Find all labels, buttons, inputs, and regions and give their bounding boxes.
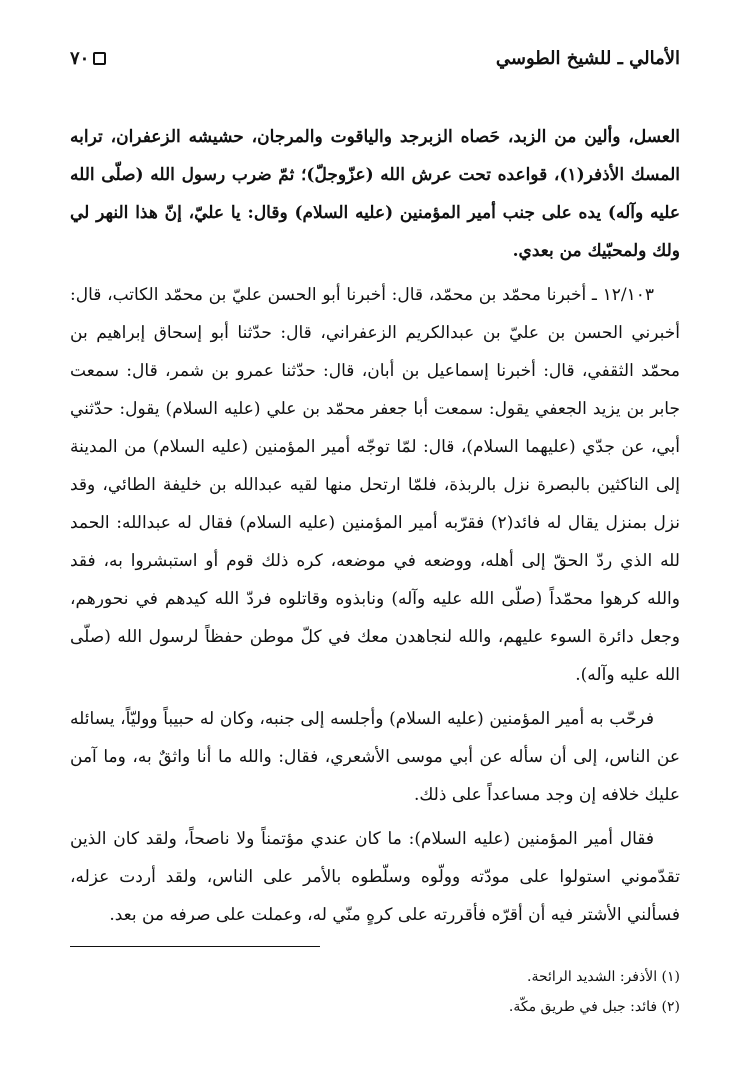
paragraph-4: فقال أمير المؤمنين (عليه السلام): ما كان عندي مؤتمناً ولا ناصحاً، ولقد كان الذين تقدّموني استولوا على مودّته وولّوه وسلّطوه بالأمر على الناس، ولقد أردت عزله، فسألني الأشتر فيه أن أقرّه فأقررته على كرهٍ منّي له، وعملت على صرفه من بعد.	[70, 829, 680, 925]
page-number: ٧٠	[70, 48, 90, 69]
page-number-group	[70, 48, 106, 69]
square-box-icon	[93, 52, 106, 65]
footnote-2: (٢) فائد: جبل في طريق مكّة.	[508, 999, 680, 1015]
running-title: الأمالي ـ للشيخ الطوسي	[495, 48, 680, 69]
body-text	[70, 118, 680, 940]
page-header	[70, 48, 680, 78]
footnote-1: (١) الأذفر: الشديد الرائحة.	[527, 969, 680, 985]
paragraph-1: العسل، وألين من الزبد، حَصاه الزبرجد والياقوت والمرجان، حشيشه الزعفران، ترابه المسك الأذفر(١)، قواعده تحت عرش الله (عزّوجلّ)؛ ثمّ ضرب رسول الله (صلّى الله عليه وآله) يده على جنب أمير المؤمنين (عليه السلام) وقال: يا عليّ، إنّ هذا النهر لي ولك ولمحبّيك من بعدي.	[70, 127, 680, 261]
footnote-separator	[70, 946, 320, 947]
paragraph-3: فرحّب به أمير المؤمنين (عليه السلام) وأجلسه إلى جنبه، وكان له حبيباً ووليّاً، يسائله عن الناس، إلى أن سأله عن أبي موسى الأشعري، فقال: والله ما أنا واثقٌ به، وما آمن عليك خلافه إن وجد مساعداً على ذلك.	[70, 709, 680, 805]
footnotes	[70, 962, 680, 1022]
paragraph-2: ١٢/١٠٣ ـ أخبرنا محمّد بن محمّد، قال: أخبرنا أبو الحسن عليّ بن محمّد الكاتب، قال: أخبرني الحسن بن عليّ بن عبدالكريم الزعفراني، قال: حدّثنا أبو إسحاق إبراهيم بن محمّد الثقفي، قال: أخبرنا إسماعيل بن أبان، قال: حدّثنا عمرو بن شمر، قال: سمعت جابر بن يزيد الجعفي يقول: سمعت أبا جعفر محمّد بن علي (عليه السلام) يقول: حدّثني أبي، عن جدّي (عليهما السلام)، قال: لمّا توجّه أمير المؤمنين (عليه السلام) من المدينة إلى الناكثين بالبصرة نزل بالربذة، فلمّا ارتحل منها لقيه عبدالله بن خليفة الطائي، وقد نزل بمنزل يقال له فائد(٢) فقرّبه أمير المؤمنين (عليه السلام) فقال له عبدالله: الحمد لله الذي ردّ الحقّ إلى أهله، ووضعه في موضعه، كره ذلك قوم أو استبشروا به، فقد والله كرهوا محمّداً (صلّى الله عليه وآله) ونابذوه وقاتلوه فردّ الله كيدهم في نحورهم، وجعل دائرة السوء عليهم، والله لنجاهدن معك في كلّ موطن حفظاً لرسول الله (صلّى الله عليه وآله).	[70, 285, 680, 685]
